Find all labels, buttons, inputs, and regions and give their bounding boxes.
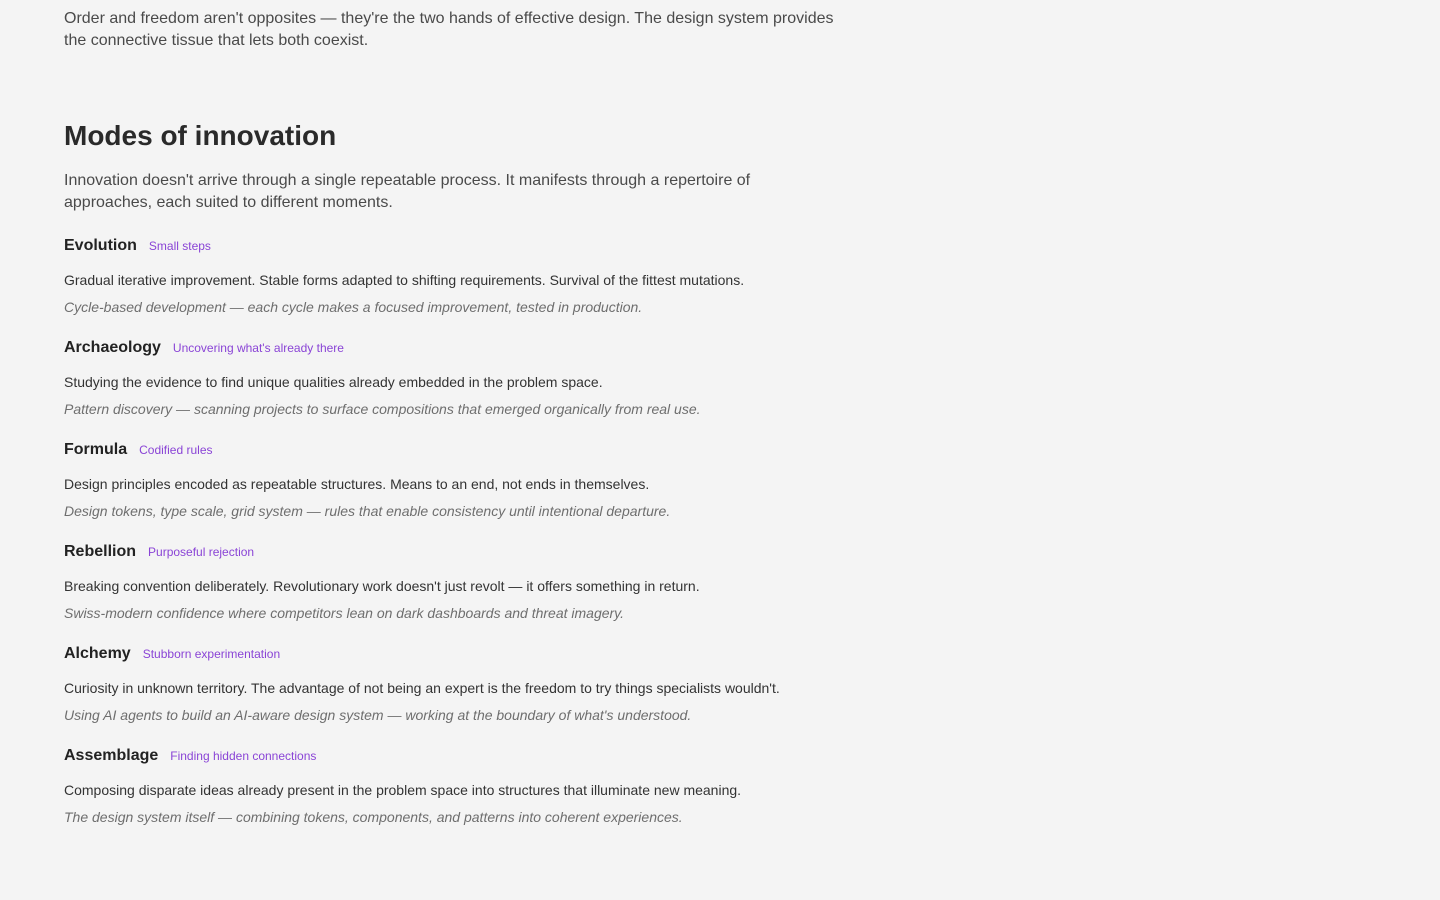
mode-description: Composing disparate ideas already present in the problem space into structures that illuminate new meaning. [64, 782, 742, 798]
mode-example: Cycle-based development — each cycle makes a focused improvement, tested in production. [64, 299, 643, 315]
mode-description: Studying the evidence to find unique qualities already embedded in the problem space. [64, 374, 603, 390]
mode-name: Archaeology [64, 339, 161, 356]
mode-assemblage [64, 747, 834, 827]
section-lede: Innovation doesn't arrive through a single repeatable process. It manifests through a repertoire of approaches, each suited to different moments. [64, 172, 751, 211]
mode-evolution [64, 237, 834, 317]
mode-name: Evolution [64, 237, 137, 254]
mode-header [64, 543, 834, 567]
mode-header [64, 441, 834, 465]
mode-rebellion [64, 543, 834, 623]
intro-paragraph: Order and freedom aren't opposites — they're the two hands of effective design. The design system provides the connective tissue that lets both coexist. [64, 10, 834, 49]
mode-tag: Finding hidden connections [170, 749, 317, 763]
mode-header [64, 747, 834, 771]
mode-header [64, 645, 834, 669]
mode-archaeology [64, 339, 834, 419]
mode-alchemy [64, 645, 834, 725]
mode-tag: Small steps [148, 239, 211, 253]
mode-tag: Purposeful rejection [148, 545, 255, 559]
mode-description: Breaking convention deliberately. Revolutionary work doesn't just revolt — it offers something in return. [64, 578, 700, 594]
mode-example: Using AI agents to build an AI-aware design system — working at the boundary of what's understood. [64, 707, 692, 723]
mode-example: The design system itself — combining tokens, components, and patterns into coherent experiences. [64, 809, 683, 825]
mode-header [64, 339, 834, 363]
mode-header [64, 237, 834, 261]
mode-name: Assemblage [64, 747, 159, 764]
mode-description: Gradual iterative improvement. Stable forms adapted to shifting requirements. Survival of the fittest mutations. [64, 272, 745, 288]
modes-list [64, 237, 834, 849]
mode-description: Design principles encoded as repeatable structures. Means to an end, not ends in themselves. [64, 476, 650, 492]
mode-name: Rebellion [64, 543, 137, 560]
mode-tag: Codified rules [139, 443, 213, 457]
content-column [64, 8, 834, 825]
mode-tag: Uncovering what's already there [172, 341, 344, 355]
mode-tag: Stubborn experimentation [142, 647, 281, 661]
mode-example: Design tokens, type scale, grid system — rules that enable consistency until intentional departure. [64, 503, 671, 519]
mode-example: Pattern discovery — scanning projects to surface compositions that emerged organically from real use. [64, 401, 701, 417]
mode-formula [64, 441, 834, 521]
mode-name: Formula [64, 441, 128, 458]
section-title: Modes of innovation [64, 120, 337, 151]
mode-example: Swiss-modern confidence where competitors lean on dark dashboards and threat imagery. [64, 605, 625, 621]
mode-name: Alchemy [64, 645, 131, 662]
mode-description: Curiosity in unknown territory. The advantage of not being an expert is the freedom to try things specialists wouldn't. [64, 680, 780, 696]
